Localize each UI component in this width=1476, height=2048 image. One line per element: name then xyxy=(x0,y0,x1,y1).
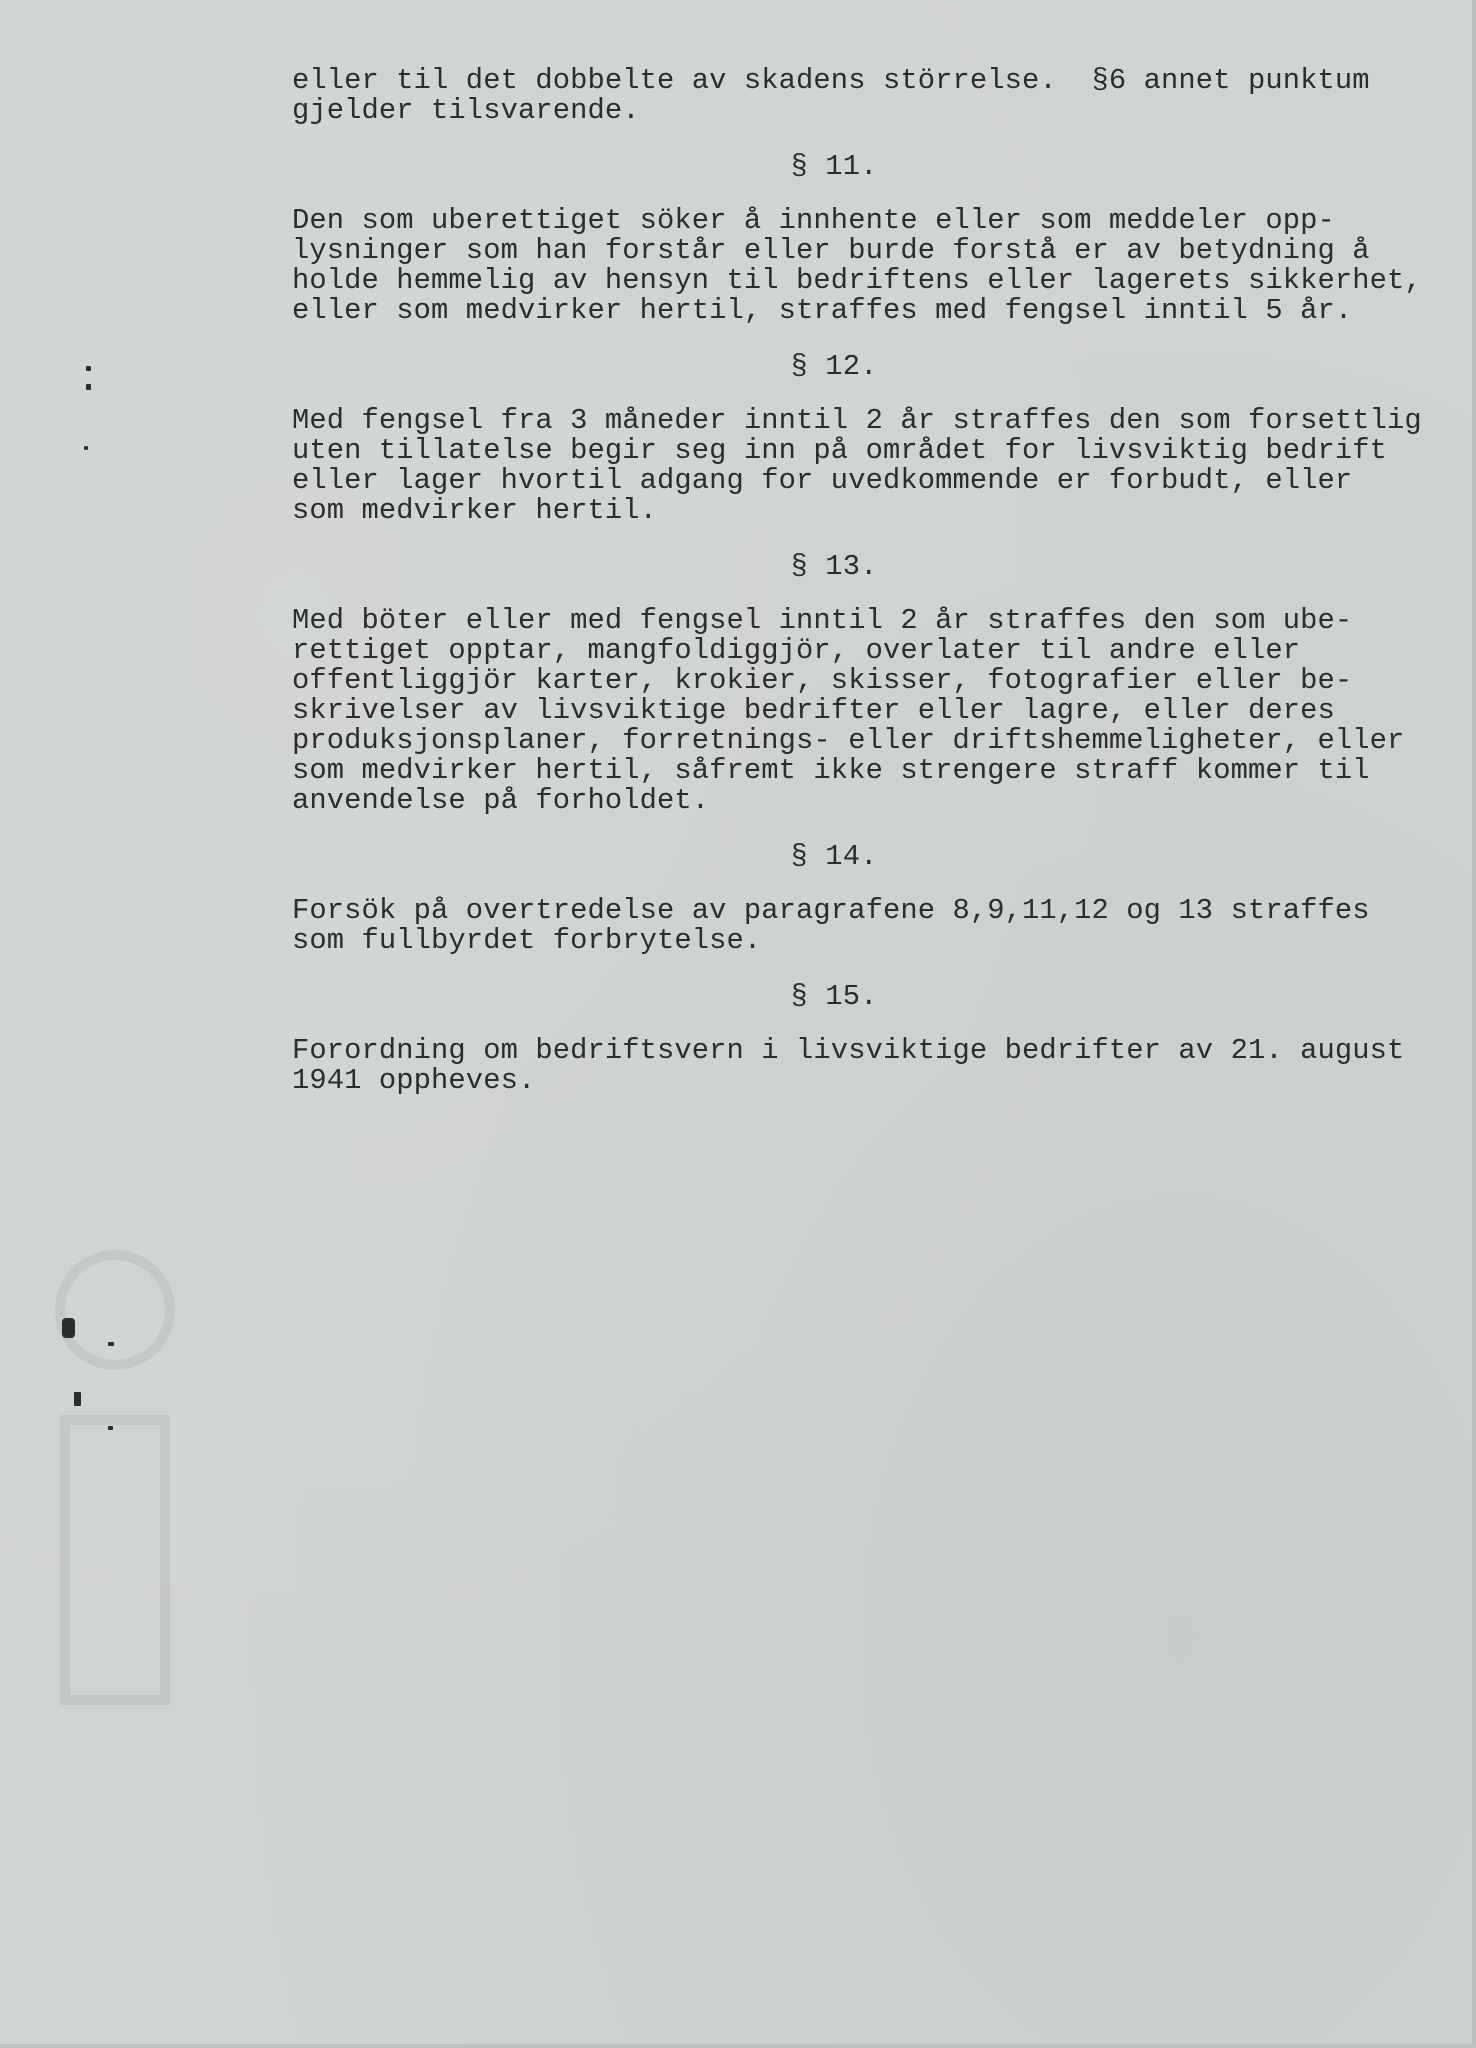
text-line: eller lager hvortil adgang for uvedkommende er forbudt, eller xyxy=(292,464,1353,497)
text-line: eller til det dobbelte av skadens störrelse. §6 annet punktum xyxy=(292,64,1370,97)
text-line: som medvirker hertil, såfremt ikke strengere straff kommer til xyxy=(292,754,1370,787)
section-12-paragraph xyxy=(292,406,1422,526)
margin-mark xyxy=(86,384,91,390)
margin-mark xyxy=(108,1342,114,1346)
page-edge-bottom xyxy=(0,2044,1476,2048)
text-line: som medvirker hertil. xyxy=(292,494,657,527)
section-heading-12: § 12. xyxy=(790,350,878,383)
text-line: skrivelser av livsviktige bedrifter eller lagre, eller deres xyxy=(292,694,1335,727)
text-line: produksjonsplaner, forretnings- eller driftshemmeligheter, eller xyxy=(292,724,1405,757)
section-15-paragraph xyxy=(292,1036,1422,1096)
text-line: holde hemmelig av hensyn til bedriftens eller lagerets sikkerhet, xyxy=(292,264,1422,297)
document-body xyxy=(292,66,1422,1096)
margin-mark xyxy=(84,446,88,450)
text-line: anvendelse på forholdet. xyxy=(292,784,710,817)
margin-mark xyxy=(62,1318,75,1338)
text-line: offentliggjör karter, krokier, skisser, fotografier eller be- xyxy=(292,664,1353,697)
margin-mark xyxy=(86,366,91,371)
text-line: 1941 oppheves. xyxy=(292,1064,536,1097)
text-line: lysninger som han forstår eller burde forstå er av betydning å xyxy=(292,234,1370,267)
margin-mark xyxy=(74,1392,81,1406)
text-line: Forsök på overtredelse av paragrafene 8,9,11,12 og 13 straffes xyxy=(292,894,1370,927)
section-13-paragraph xyxy=(292,606,1422,816)
section-heading-11: § 11. xyxy=(790,150,878,183)
intro-paragraph xyxy=(292,66,1422,126)
text-line: som fullbyrdet forbrytelse. xyxy=(292,924,762,957)
text-line: Med fengsel fra 3 måneder inntil 2 år straffes den som forsettlig xyxy=(292,404,1422,437)
text-line: eller som medvirker hertil, straffes med fengsel inntil 5 år. xyxy=(292,294,1353,327)
margin-mark xyxy=(108,1426,113,1430)
text-line: rettiget opptar, mangfoldiggjör, overlater til andre eller xyxy=(292,634,1301,667)
section-heading-14: § 14. xyxy=(790,840,878,873)
text-line: Med böter eller med fengsel inntil 2 år straffes den som ube- xyxy=(292,604,1353,637)
text-line: Forordning om bedriftsvern i livsviktige bedrifter av 21. august xyxy=(292,1034,1405,1067)
section-heading-15: § 15. xyxy=(790,980,878,1013)
text-line: Den som uberettiget söker å innhente eller som meddeler opp- xyxy=(292,204,1335,237)
text-line: uten tillatelse begir seg inn på området for livsviktig bedrift xyxy=(292,434,1387,467)
page-edge-right xyxy=(1472,0,1476,2048)
section-14-paragraph xyxy=(292,896,1422,956)
text-line: gjelder tilsvarende. xyxy=(292,94,640,127)
section-11-paragraph xyxy=(292,206,1422,326)
faint-stamp-watermark xyxy=(40,1220,190,1740)
section-heading-13: § 13. xyxy=(790,550,878,583)
